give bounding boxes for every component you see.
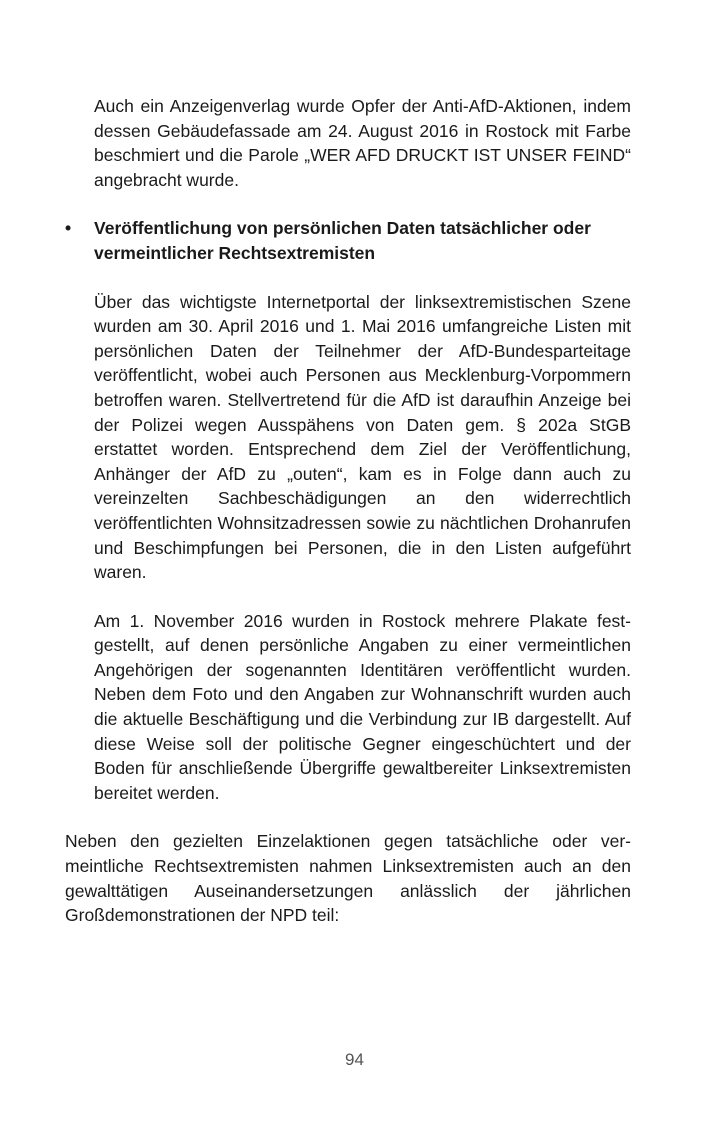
page-body [65,94,631,928]
bullet-heading: Veröffentlichung von persönlichen Daten tatsächlicher oder vermeintlicher Rechtsextremisten [94,218,591,263]
bullet-icon: • [65,218,72,239]
bullet-item-data-publication [65,216,631,805]
page-number: 94 [345,1050,364,1069]
paragraph-publisher-attack: Auch ein Anzeigenverlag wurde Opfer der Anti-AfD-Aktionen, indem dessen Gebäudefassade am 24. August 2016 in Rostock mit Farbe beschmiert und die Parole „WER AFD DRUCKT IST UNSER FEIND“ angebracht wurde. [94,96,631,190]
paragraph-data-lists: Über das wichtigste Internetportal der linksextremistischen Szene wurden am 30. April 2016 und 1. Mai 2016 umfangreiche Listen mit persönlichen Daten der Teilnehmer der AfD-Bundesparteitage veröffentlicht, wobei auch Personen aus Mecklenburg-Vorpommern betroffen waren. Stellvertretend für die AfD ist daraufhin Anzeige bei der Polizei wegen Ausspähens von Daten gem. § 202a StGB erstattet worden. Entsprechend dem Ziel der Veröffentlichung, Anhänger der AfD zu „outen“, kam es in Folge dann auch zu vereinzelten Sachbeschädigungen an den widerrechtlich veröffentlichten Wohnsitzadressen sowie zu nächtlichen Drohanrufen und Beschimpfungen bei Personen, die in den Listen aufgeführt waren. [94,291,631,583]
paragraph-npd-demonstrations: Neben den gezielten Einzelaktionen gegen tatsächliche oder vermeintliche Rechtsextremisten nahmen Linksextremisten auch an den gewalttätigen Auseinandersetzungen anlässlich der jährlichen Großdemonstrationen der NPD teil: [65,831,631,926]
paragraph-posters-rostock: Am 1. November 2016 wurden in Rostock mehrere Plakate festgestellt, auf denen persönliche Angaben zu einer vermeintlichen Angehörigen der sogenannten Identitären veröffentlicht wurden. Neben dem Foto und den Angaben zur Wohnanschrift wurden auch die aktuelle Beschäftigung und die Verbindung zur IB dargestellt. Auf diese Weise soll der politische Gegner eingeschüchtert und der Boden für anschließende Übergriffe gewaltbereiter Linksextremisten bereitet werden. [94,610,631,803]
